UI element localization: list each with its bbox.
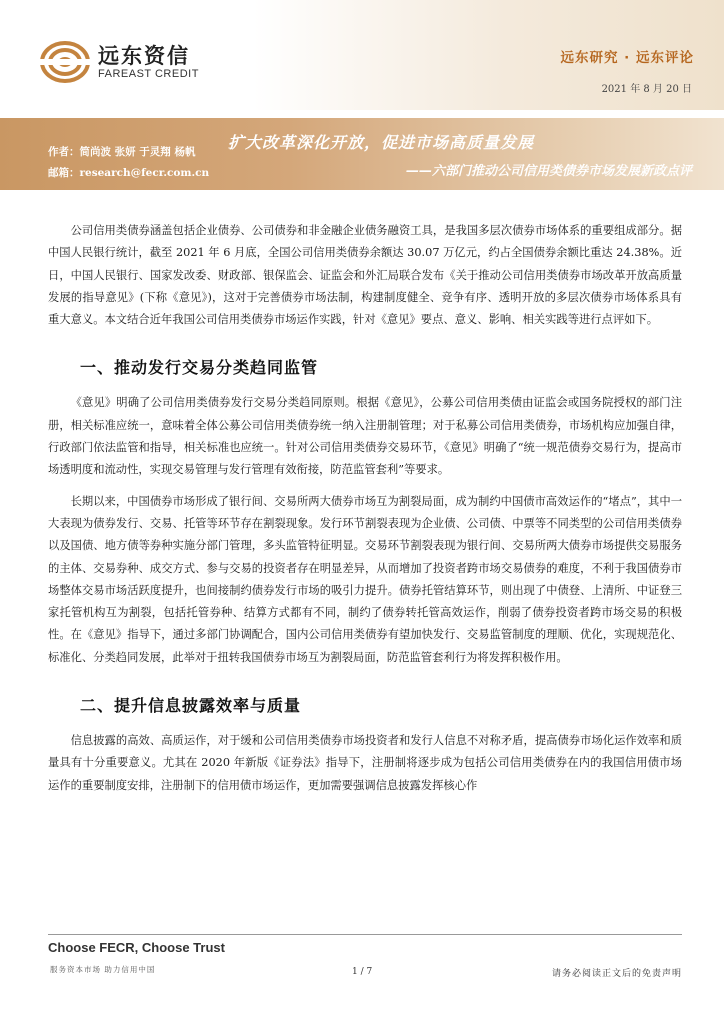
disclaimer-note: 请务必阅读正文后的免责声明 (551, 969, 682, 979)
footer-tagline: 服务资本市场 助力信用中国 (50, 965, 156, 974)
section-heading-1: 一、推动发行交易分类趋同监管 (80, 358, 319, 378)
logo-name-en: FAREAST CREDIT (98, 67, 199, 80)
footer-slogan: Choose FECR, Choose Trust (48, 940, 225, 955)
authors: 作者：简尚波 张妍 于灵翔 杨帆 (48, 146, 196, 158)
fareast-logo-icon (40, 40, 90, 84)
publish-date: 2021 年 8 月 20 日 (601, 84, 692, 95)
report-title: 扩大改革深化开放，促进市场高质量发展 (227, 133, 534, 152)
footer-divider (48, 934, 682, 935)
intro-paragraph: 公司信用类债券涵盖包括企业债券、公司债券和非金融企业债务融资工具，是我国多层次债券市场体系的重要组成部分。据中国人民银行统计，截至 2021 年 6 月底，全国公司信用类债券余额达 30.07 万亿元，约占全国债券余额比重达 24.38%。近日，中国人民银行、国家发改委、财政部、银保监会、证监会和外汇局联合发布《关于推动公司信用类债券市场改革开放高质量发展的指导意见》(下称《意见》)，这对于完善债券市场法制，构建制度健全、竞争有序、透明开放的多层次债券市场体系具有重大意义。本文结合近年我国公司信用类债券市场运作实践，针对《意见》要点、意义、影响、相关实践等进行点评如下。 (48, 224, 682, 327)
section-1-paragraph-1: 《意见》明确了公司信用类债券发行交易分类趋同原则。根据《意见》，公募公司信用类债由证监会或国务院授权的部门注册，相关标准应统一，意味着全体公募公司信用类债券统一纳入注册制管理；对于私募公司信用类债券，市场机构应加强自律，行政部门依法监管和指导，相关标准也应统一。针对公司信用类债券交易环节，《意见》明确了“统一规范债券交易行为，提高市场透明度和流动性，实现交易管理与发行管理有效衔接，防范监管套利”等要求。 (48, 396, 682, 477)
brand-logo (40, 40, 199, 84)
section-2-paragraph-1: 信息披露的高效、高质运作，对于缓和公司信用类债券市场投资者和发行人信息不对称矛盾，提高债券市场化运作效率和质量具有十分重要意义。尤其在 2020 年新版《证券法》指导下，注册制将逐步成为包括公司信用类债券在内的我国信用债市场运作的重要制度安排，注册制下的信用债市场运作，更加需要强调信息披露发挥核心作 (48, 734, 682, 792)
article-body (48, 220, 682, 797)
section-1-paragraph-2: 长期以来，中国债券市场形成了银行间、交易所两大债券市场互为割裂局面，成为制约中国债市高效运作的“堵点”，其中一大表现为债券发行、交易、托管等环节存在割裂现象。发行环节割裂表现为企业债、公司债、中票等不同类型的公司信用类债券以及国债、地方债等券种实施分部门管理，多头监管特征明显。交易环节割裂表现为银行间、交易所两大债券市场提供交易服务的主体、交易券种、成交方式、参与交易的投资者存在明显差异，从而增加了投资者跨市场交易债券的难度，不利于我国债券市场整体交易市场活跃度提升，也间接制约债券发行市场的吸引力提升。债券托管结算环节，则出现了中债登、上清所、中证登三家托管机构互为割裂，包括托管券种、结算方式都有不同，制约了债券转托管高效运作，削弱了债券投资者跨市场交易的积极性。在《意见》指导下，通过多部门协调配合，国内公司信用类债券有望加快发行、交易监管制度的理顺、优化，实现规范化、标准化、分类趋同发展，此举对于扭转我国债券市场互为割裂局面，防范监管套利行为将发挥积极作用。 (48, 494, 682, 664)
report-series: 远东研究 · 远东评论 (560, 50, 694, 66)
page-number: 1 / 7 (352, 967, 373, 977)
contact-email: 邮箱：research@fecr.com.cn (48, 167, 210, 179)
section-heading-2: 二、提升信息披露效率与质量 (80, 696, 302, 716)
logo-name-cn: 远东资信 (98, 43, 190, 68)
report-subtitle: ——六部门推动公司信用类债券市场发展新政点评 (405, 164, 692, 179)
